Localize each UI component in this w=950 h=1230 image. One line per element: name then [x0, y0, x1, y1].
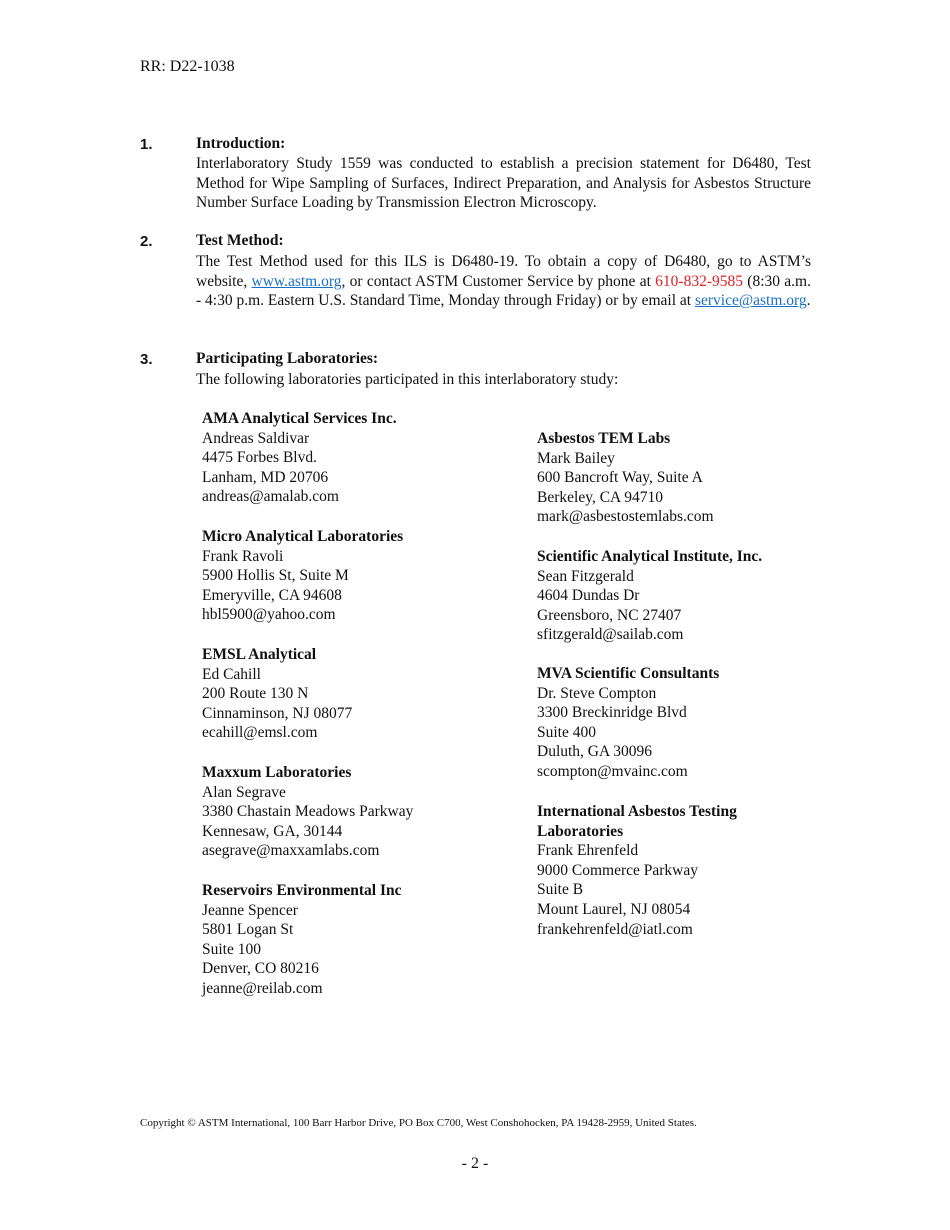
- lab-address: 3380 Chastain Meadows Parkway: [202, 803, 414, 821]
- lab-email: ecahill@emsl.com: [202, 724, 318, 742]
- lab-contact: Andreas Saldivar: [202, 429, 310, 447]
- service-email-link[interactable]: service@astm.org: [694, 292, 807, 310]
- section-2-text-c: (8:30 a.m. - 4:30 p.m. Eastern U.S. Standard Time, Monday through Friday) or by email at: [196, 272, 811, 310]
- lab-entry: [537, 429, 714, 527]
- section-1-number: 1.: [140, 136, 153, 153]
- lab-suite: Suite 400: [537, 723, 596, 741]
- lab-city: Greensboro, NC 27407: [537, 606, 682, 624]
- lab-email: scompton@mvainc.com: [537, 762, 688, 780]
- lab-entry: [537, 802, 797, 939]
- customer-service-phone: 610-832-9585: [655, 272, 743, 290]
- lab-address: 4475 Forbes Blvd.: [202, 449, 317, 467]
- lab-contact: Frank Ehrenfeld: [537, 842, 639, 860]
- section-1-body: Interlaboratory Study 1559 was conducted to establish a precision statement for D6480, Test Method for Wipe Sampling of Surfaces, Indirect Preparation, and Analysis for Asbestos Structure Number Surface Loading by Transmission Electron Microscopy.: [196, 155, 811, 212]
- lab-city: Berkeley, CA 94710: [537, 488, 663, 506]
- section-2-text-d: .: [806, 292, 811, 310]
- lab-email: jeanne@reilab.com: [202, 979, 323, 997]
- lab-suite: Suite 100: [202, 940, 261, 958]
- lab-contact: Alan Segrave: [202, 783, 286, 801]
- section-2-number: 2.: [140, 233, 153, 250]
- lab-entry: [202, 409, 397, 507]
- lab-name: AMA Analytical Services Inc.: [202, 410, 397, 427]
- section-1-title: Introduction:: [196, 135, 286, 152]
- lab-address: 5900 Hollis St, Suite M: [202, 567, 349, 585]
- lab-address: 5801 Logan St: [202, 921, 294, 939]
- lab-city: Lanham, MD 20706: [202, 468, 329, 486]
- section-2-text-b: , or contact ASTM Customer Service by phone at: [341, 272, 656, 290]
- lab-contact: Jeanne Spencer: [202, 901, 298, 919]
- lab-entry: [202, 763, 413, 861]
- section-3-body: The following laboratories participated in this interlaboratory study:: [196, 371, 619, 388]
- page-number: - 2 -: [461, 1155, 489, 1172]
- lab-city: Duluth, GA 30096: [537, 743, 652, 761]
- lab-city: Denver, CO 80216: [202, 960, 319, 978]
- lab-entry: [537, 547, 762, 645]
- lab-address: 4604 Dundas Dr: [537, 587, 640, 605]
- lab-entry: [202, 527, 403, 625]
- lab-name: MVA Scientific Consultants: [537, 665, 720, 682]
- lab-email: sfitzgerald@sailab.com: [537, 626, 684, 644]
- lab-name: International Asbestos Testing Laboratories: [537, 803, 737, 840]
- lab-address: 9000 Commerce Parkway: [537, 861, 698, 879]
- lab-contact: Frank Ravoli: [202, 547, 284, 565]
- lab-suite: Suite B: [537, 881, 584, 899]
- lab-email: hbl5900@yahoo.com: [202, 606, 336, 624]
- lab-contact: Ed Cahill: [202, 665, 261, 683]
- lab-city: Emeryville, CA 94608: [202, 586, 342, 604]
- lab-city: Mount Laurel, NJ 08054: [537, 900, 691, 918]
- astm-website-link[interactable]: www.astm.org: [251, 272, 342, 290]
- lab-email: andreas@amalab.com: [202, 488, 339, 506]
- section-2-title: Test Method:: [196, 232, 284, 249]
- lab-email: mark@asbestostemlabs.com: [537, 508, 714, 526]
- section-3-title: Participating Laboratories:: [196, 350, 379, 367]
- lab-name: EMSL Analytical: [202, 646, 317, 663]
- lab-name: Asbestos TEM Labs: [537, 430, 671, 447]
- report-reference: RR: D22-1038: [140, 58, 235, 75]
- lab-city: Cinnaminson, NJ 08077: [202, 704, 353, 722]
- lab-contact: Mark Bailey: [537, 449, 615, 467]
- lab-email: frankehrenfeld@iatl.com: [537, 920, 693, 938]
- lab-address: 3300 Breckinridge Blvd: [537, 704, 687, 722]
- section-2-text-a: The Test Method used for this ILS is D6480-19. To obtain a copy of D6480, go to ASTM’s website,: [196, 253, 811, 290]
- section-3-number: 3.: [140, 351, 153, 368]
- lab-city: Kennesaw, GA, 30144: [202, 822, 343, 840]
- lab-name: Maxxum Laboratories: [202, 764, 352, 781]
- lab-entry: [202, 645, 352, 743]
- section-2-body: [196, 252, 811, 311]
- lab-address: 600 Bancroft Way, Suite A: [537, 469, 703, 487]
- lab-contact: Sean Fitzgerald: [537, 567, 634, 585]
- lab-email: asegrave@maxxamlabs.com: [202, 842, 380, 860]
- lab-address: 200 Route 130 N: [202, 685, 309, 703]
- lab-name: Scientific Analytical Institute, Inc.: [537, 548, 763, 565]
- lab-entry: [537, 664, 719, 782]
- lab-name: Reservoirs Environmental Inc: [202, 882, 402, 899]
- copyright-notice: Copyright © ASTM International, 100 Barr Harbor Drive, PO Box C700, West Conshohocken, PA 19428-2959, United States.: [140, 1117, 697, 1129]
- lab-contact: Dr. Steve Compton: [537, 684, 657, 702]
- lab-entry: [202, 881, 401, 999]
- lab-name: Micro Analytical Laboratories: [202, 528, 404, 545]
